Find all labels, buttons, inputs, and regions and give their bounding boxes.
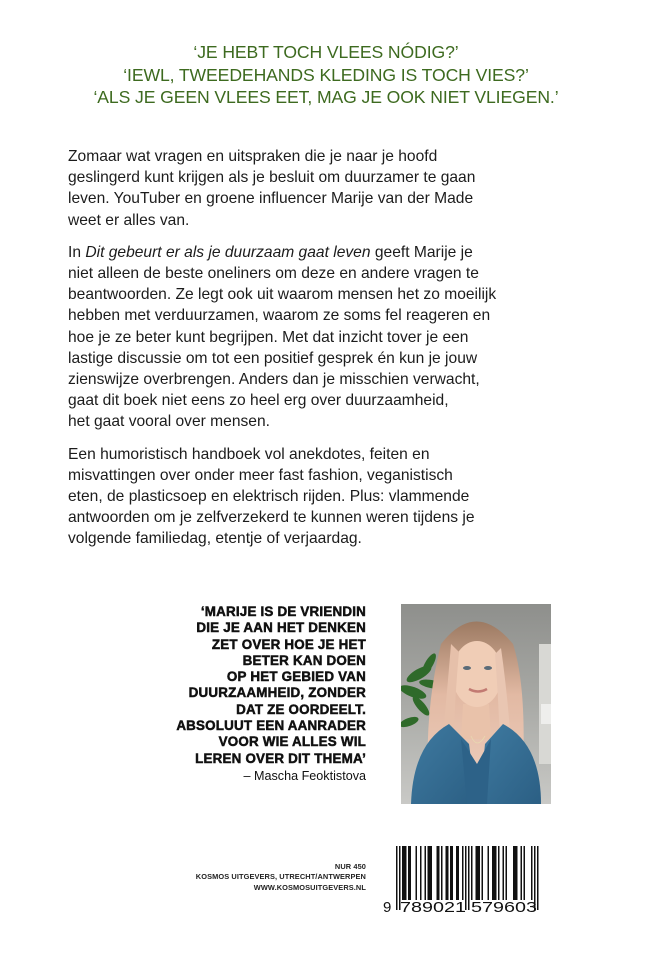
barcode-bar <box>482 846 484 900</box>
text-line: weet er alles van. <box>68 211 190 229</box>
book-title: Dit gebeurt er als je duurzaam gaat leven <box>85 243 371 261</box>
text-line: beantwoorden. Ze legt ook uit waarom mensen het zo moeilijk <box>68 286 497 304</box>
barcode-bar <box>410 846 412 900</box>
barcode-bar <box>488 846 490 900</box>
barcode-bar <box>446 846 448 900</box>
nur-code: NUR 450 <box>334 862 366 871</box>
headline-1: ‘JE HEBT TOCH VLEES NÓDIG?’ <box>193 42 459 62</box>
barcode-bar <box>416 846 418 900</box>
endorsement-quote <box>90 604 366 784</box>
quote-line: VOOR WIE ALLES WIL <box>218 734 366 750</box>
headline-3: ‘ALS JE GEEN VLEES EET, MAG JE OOK NIET VLIEGEN.’ <box>93 87 559 107</box>
blurb-paragraph-2 <box>68 242 588 433</box>
text-line <box>68 242 588 263</box>
barcode-bar <box>468 846 470 910</box>
barcode-bar <box>462 846 464 900</box>
barcode-left-digits: 789021 <box>400 899 466 916</box>
headline-2: ‘IEWL, TWEEDEHANDS KLEDING IS TOCH VIES?’ <box>123 64 529 85</box>
barcode-bar <box>431 846 433 900</box>
barcode-bar <box>471 846 473 900</box>
barcode-bar <box>492 846 494 900</box>
barcode-bar <box>498 846 500 900</box>
quote-line: OP HET GEBIED VAN <box>226 669 366 685</box>
imprint <box>150 862 366 893</box>
barcode-bar <box>503 846 505 900</box>
barcode-bar <box>476 846 478 900</box>
barcode-right-digits: 579603 <box>471 899 537 916</box>
barcode-bar <box>447 846 449 900</box>
text-line: volgende familiedag, etentje of verjaardag. <box>68 530 362 548</box>
quote-line: BETER KAN DOEN <box>242 652 366 668</box>
blurb-paragraph-1 <box>68 146 588 231</box>
quote-line: LEREN OVER DIT THEMA’ <box>195 750 366 766</box>
quote-author: – Mascha Feoktistova <box>243 768 366 783</box>
author-photo <box>401 604 551 804</box>
text-line: hoe je ze beter kunt begrijpen. Met dat inzicht tover je een <box>68 328 469 346</box>
text-line: het gaat vooral over mensen. <box>68 413 270 431</box>
quote-line: DIE JE AAN HET DENKEN <box>196 620 366 636</box>
barcode-bar <box>437 846 439 900</box>
barcode-bar <box>521 846 523 900</box>
barcode-bar <box>494 846 496 900</box>
text-line: misvattingen over onder meer fast fashion, veganistisch <box>68 466 453 484</box>
text-line: lastige discussie om tot een positief gesprek én kun je jouw <box>68 349 478 367</box>
barcode-bar <box>456 846 458 900</box>
barcode-bar <box>513 846 515 900</box>
barcode-bar <box>477 846 479 900</box>
barcode-bar <box>438 846 440 900</box>
barcode-bar <box>441 846 443 900</box>
barcode-bar <box>396 846 398 910</box>
barcode-bar <box>495 846 497 900</box>
barcode-bar <box>458 846 460 900</box>
barcode-bar <box>429 846 431 900</box>
barcode-bar <box>506 846 508 900</box>
blurb <box>68 146 588 561</box>
text-fragment: In <box>68 243 86 261</box>
blurb-paragraph-3 <box>68 444 588 550</box>
barcode-bar <box>408 846 410 900</box>
isbn-barcode <box>380 844 555 916</box>
quote-line: DUURZAAMHEID, ZONDER <box>188 685 366 701</box>
quote-line: ‘MARIJE IS DE VRIENDIN <box>200 604 366 619</box>
author-portrait-illustration <box>401 604 551 804</box>
text-line: eten, de plasticsoep en elektrisch rijden. Plus: vlammende <box>68 488 470 506</box>
text-line: leven. YouTuber en groene influencer Marije van der Made <box>68 190 474 208</box>
barcode-bar <box>420 846 422 900</box>
barcode-bar <box>524 846 526 900</box>
text-fragment: geeft Marije je <box>370 243 473 261</box>
barcode-bar <box>516 846 518 900</box>
barcode-bar <box>452 846 454 900</box>
text-line: zienswijze overbrengen. Anders dan je misschien verwacht, <box>68 371 480 389</box>
barcode-bar <box>479 846 481 900</box>
text-line: gaat dit boek niet eens zo heel erg over duurzaamheid, <box>68 392 449 410</box>
quote-line: ZET OVER HOE JE HET <box>211 636 366 652</box>
barcode-bar <box>531 846 533 900</box>
quote-line: DAT ZE OORDEELT. <box>236 701 366 717</box>
barcode-bar <box>515 846 517 900</box>
publisher-name: KOSMOS UITGEVERS, UTRECHT/ANTWERPEN <box>195 872 366 882</box>
barcode-bar <box>450 846 452 900</box>
text-line: Een humoristisch handboek vol anekdotes, feiten en <box>68 445 430 463</box>
text-line: antwoorden om je zelfverzekerd te kunnen weren tijdens je <box>68 509 475 527</box>
barcode-first-digit: 9 <box>383 899 392 916</box>
publisher-website: WWW.KOSMOSUITGEVERS.NL <box>253 882 366 892</box>
text-line: niet alleen de beste oneliners om deze en andere vragen te <box>68 265 479 283</box>
barcode-bar <box>425 846 427 900</box>
barcode-bar <box>537 846 539 910</box>
text-line: Zomaar wat vragen en uitspraken die je naar je hoofd <box>68 148 438 165</box>
text-line: geslingerd kunt krijgen als je besluit om duurzamer te gaan <box>68 169 476 187</box>
quote-line: ABSOLUUT EEN AANRADER <box>176 718 366 734</box>
barcode-bar <box>428 846 430 900</box>
barcode-bar <box>404 846 406 900</box>
cover-headlines <box>0 41 652 109</box>
text-line: hebben met verduurzamen, waarom ze soms fel reageren en <box>68 307 491 325</box>
barcode-bar <box>405 846 407 900</box>
barcode-bar <box>402 846 404 900</box>
